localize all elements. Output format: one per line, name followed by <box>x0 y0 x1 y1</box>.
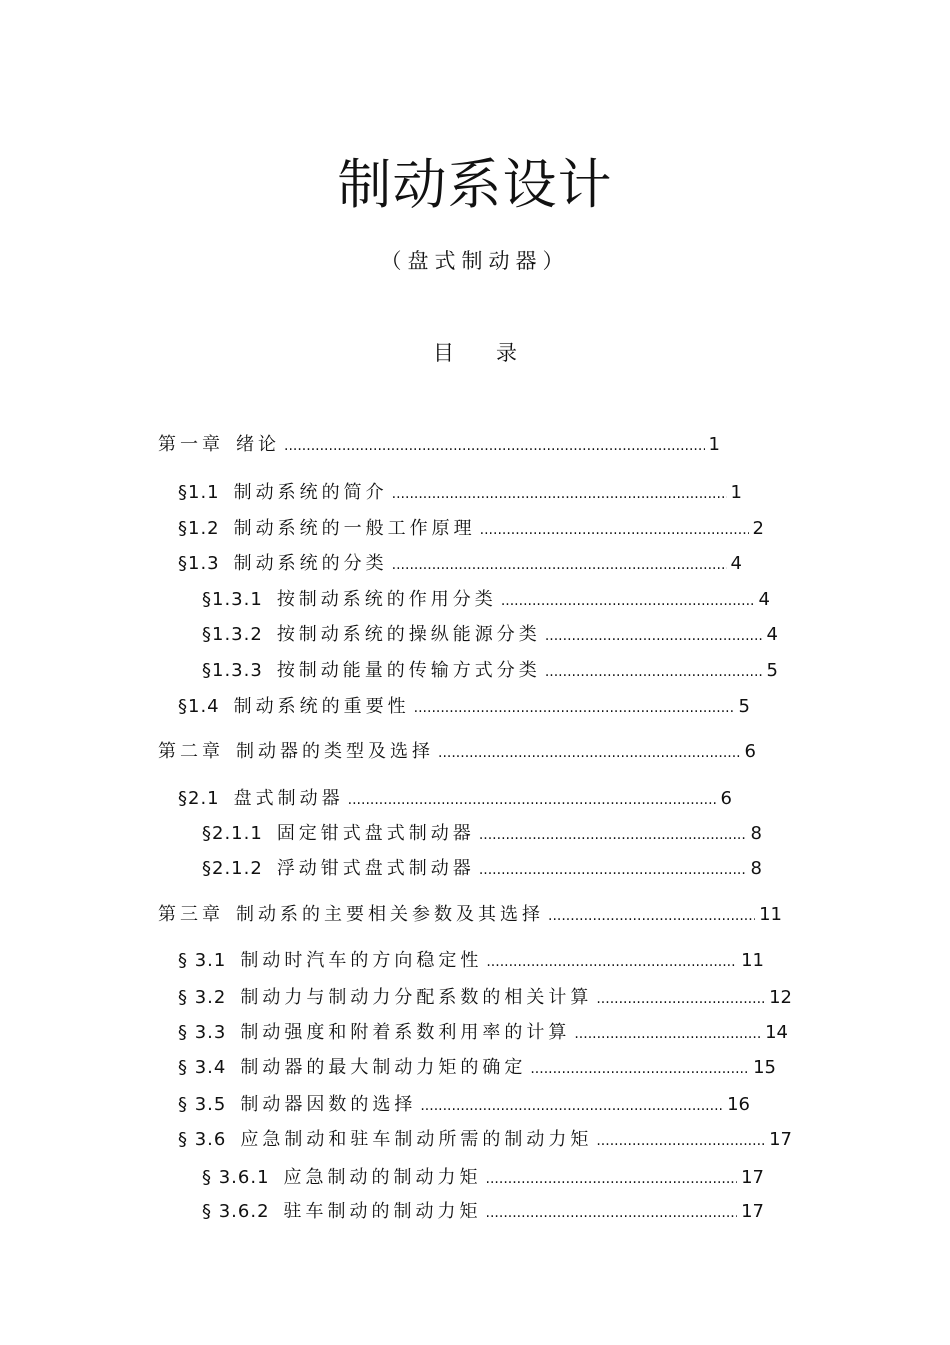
toc-entry-page: 8 <box>750 823 762 844</box>
dot-leader <box>414 695 735 721</box>
toc-entry-number: § 3.6.1 <box>202 1167 270 1188</box>
toc-entry-title: 制动器的类型及选择 <box>236 741 434 762</box>
toc-entry-page: 14 <box>765 1022 788 1043</box>
toc-entry-3-1[interactable] <box>178 948 764 975</box>
dot-leader <box>480 517 749 543</box>
toc-entry-3-3[interactable] <box>178 1020 788 1047</box>
toc-entry-number: §1.2 <box>178 518 220 539</box>
dot-leader <box>486 1200 738 1226</box>
toc-entry-1-3-2[interactable] <box>202 622 778 649</box>
toc-entry-number: §1.3.1 <box>202 589 263 610</box>
dot-leader <box>574 1021 761 1047</box>
toc-entry-1-1[interactable] <box>178 480 742 507</box>
toc-entry-ch2[interactable] <box>158 739 756 766</box>
toc-entry-number: §2.1 <box>178 788 220 809</box>
toc-entry-page: 15 <box>753 1057 776 1078</box>
dot-leader <box>501 588 755 614</box>
dot-leader <box>596 986 765 1012</box>
dot-leader <box>596 1128 765 1154</box>
dot-leader <box>438 740 741 766</box>
toc-entry-page: 17 <box>741 1201 764 1222</box>
dot-leader <box>548 903 755 929</box>
dot-leader <box>486 1166 738 1192</box>
toc-entry-page: 12 <box>769 987 792 1008</box>
toc-entry-1-4[interactable] <box>178 694 750 721</box>
toc-heading-char-2: 录 <box>496 341 517 365</box>
toc-entry-title: 浮动钳式盘式制动器 <box>276 858 475 879</box>
dot-leader <box>420 1093 723 1119</box>
toc-entry-ch1[interactable] <box>158 432 720 459</box>
toc-entry-page: 5 <box>766 660 778 681</box>
toc-entry-title: 应急制动的制动力矩 <box>283 1167 482 1188</box>
toc-entry-page: 17 <box>769 1129 792 1150</box>
toc-entry-number: §2.1.1 <box>202 823 263 844</box>
dot-leader <box>392 552 727 578</box>
toc-entry-page: 11 <box>741 950 764 971</box>
dot-leader <box>530 1056 749 1082</box>
toc-entry-title: 制动器因数的选择 <box>240 1094 417 1115</box>
toc-entry-title: 固定钳式盘式制动器 <box>276 823 475 844</box>
toc-entry-number: § 3.5 <box>178 1094 227 1115</box>
toc-entry-number: §1.3.2 <box>202 624 263 645</box>
toc-entry-number: §1.4 <box>178 696 220 717</box>
toc-entry-title: 制动器的最大制动力矩的确定 <box>240 1057 527 1078</box>
toc-entry-page: 4 <box>758 589 770 610</box>
dot-leader <box>479 822 747 848</box>
toc-entry-number: 第一章 <box>158 434 224 455</box>
dot-leader <box>479 857 747 883</box>
toc-entry-title: 绪论 <box>236 434 280 455</box>
toc-entry-2-1-2[interactable] <box>202 856 762 883</box>
toc-entry-number: § 3.6.2 <box>202 1201 270 1222</box>
toc-entry-title: 制动系统的重要性 <box>233 696 410 717</box>
document-subtitle: （盘式制动器） <box>380 249 570 273</box>
toc-entry-ch3[interactable] <box>158 902 782 929</box>
dot-leader <box>284 433 705 459</box>
toc-entry-title: 制动力与制动力分配系数的相关计算 <box>240 987 593 1008</box>
toc-entry-number: § 3.6 <box>178 1129 227 1150</box>
toc-entry-3-4[interactable] <box>178 1055 776 1082</box>
toc-entry-number: § 3.3 <box>178 1022 227 1043</box>
toc-entry-page: 6 <box>744 741 756 762</box>
toc-entry-title: 制动系的主要相关参数及其选择 <box>236 904 544 925</box>
toc-heading-char-1: 目 <box>433 341 454 365</box>
toc-entry-title: 制动系统的一般工作原理 <box>233 518 476 539</box>
document-title: 制动系设计 <box>337 153 613 216</box>
dot-leader <box>486 949 737 975</box>
dot-leader <box>348 787 717 813</box>
toc-entry-page: 4 <box>766 624 778 645</box>
toc-entry-title: 按制动能量的传输方式分类 <box>276 660 541 681</box>
toc-entry-title: 盘式制动器 <box>233 788 344 809</box>
toc-entry-3-6-2[interactable] <box>202 1199 764 1226</box>
toc-entry-number: §1.3.3 <box>202 660 263 681</box>
toc-entry-page: 1 <box>730 482 742 503</box>
dot-leader <box>392 481 727 507</box>
toc-entry-page: 6 <box>720 788 732 809</box>
toc-entry-title: 制动系统的简介 <box>233 482 388 503</box>
toc-entry-2-1[interactable] <box>178 786 732 813</box>
toc-entry-number: § 3.4 <box>178 1057 227 1078</box>
toc-entry-number: 第二章 <box>158 741 224 762</box>
toc-entry-title: 应急制动和驻车制动所需的制动力矩 <box>240 1129 593 1150</box>
toc-entry-number: §2.1.2 <box>202 858 263 879</box>
toc-entry-title: 制动强度和附着系数利用率的计算 <box>240 1022 571 1043</box>
toc-entry-page: 1 <box>708 434 720 455</box>
toc-entry-1-2[interactable] <box>178 516 764 543</box>
toc-entry-number: §1.3 <box>178 553 220 574</box>
toc-entry-page: 8 <box>750 858 762 879</box>
toc-entry-number: §1.1 <box>178 482 220 503</box>
toc-entry-page: 5 <box>738 696 750 717</box>
dot-leader <box>545 659 763 685</box>
toc-entry-number: § 3.2 <box>178 987 227 1008</box>
toc-entry-3-6-1[interactable] <box>202 1165 764 1192</box>
toc-entry-2-1-1[interactable] <box>202 821 762 848</box>
toc-entry-title: 按制动系统的操纵能源分类 <box>276 624 541 645</box>
toc-entry-3-6[interactable] <box>178 1127 792 1154</box>
toc-entry-3-5[interactable] <box>178 1092 750 1119</box>
toc-heading <box>0 338 950 368</box>
toc-entry-page: 17 <box>741 1167 764 1188</box>
toc-entry-title: 制动系统的分类 <box>233 553 388 574</box>
toc-entry-page: 11 <box>759 904 782 925</box>
toc-entry-page: 2 <box>752 518 764 539</box>
toc-entry-number: 第三章 <box>158 904 224 925</box>
toc-entry-title: 按制动系统的作用分类 <box>276 589 497 610</box>
toc-entry-3-2[interactable] <box>178 985 792 1012</box>
toc-entry-page: 16 <box>727 1094 750 1115</box>
toc-entry-1-3[interactable] <box>178 551 742 578</box>
toc-entry-title: 驻车制动的制动力矩 <box>283 1201 482 1222</box>
dot-leader <box>545 623 763 649</box>
toc-entry-1-3-3[interactable] <box>202 658 778 685</box>
toc-entry-number: § 3.1 <box>178 950 227 971</box>
toc-entry-page: 4 <box>730 553 742 574</box>
toc-entry-title: 制动时汽车的方向稳定性 <box>240 950 483 971</box>
toc-entry-1-3-1[interactable] <box>202 587 770 614</box>
